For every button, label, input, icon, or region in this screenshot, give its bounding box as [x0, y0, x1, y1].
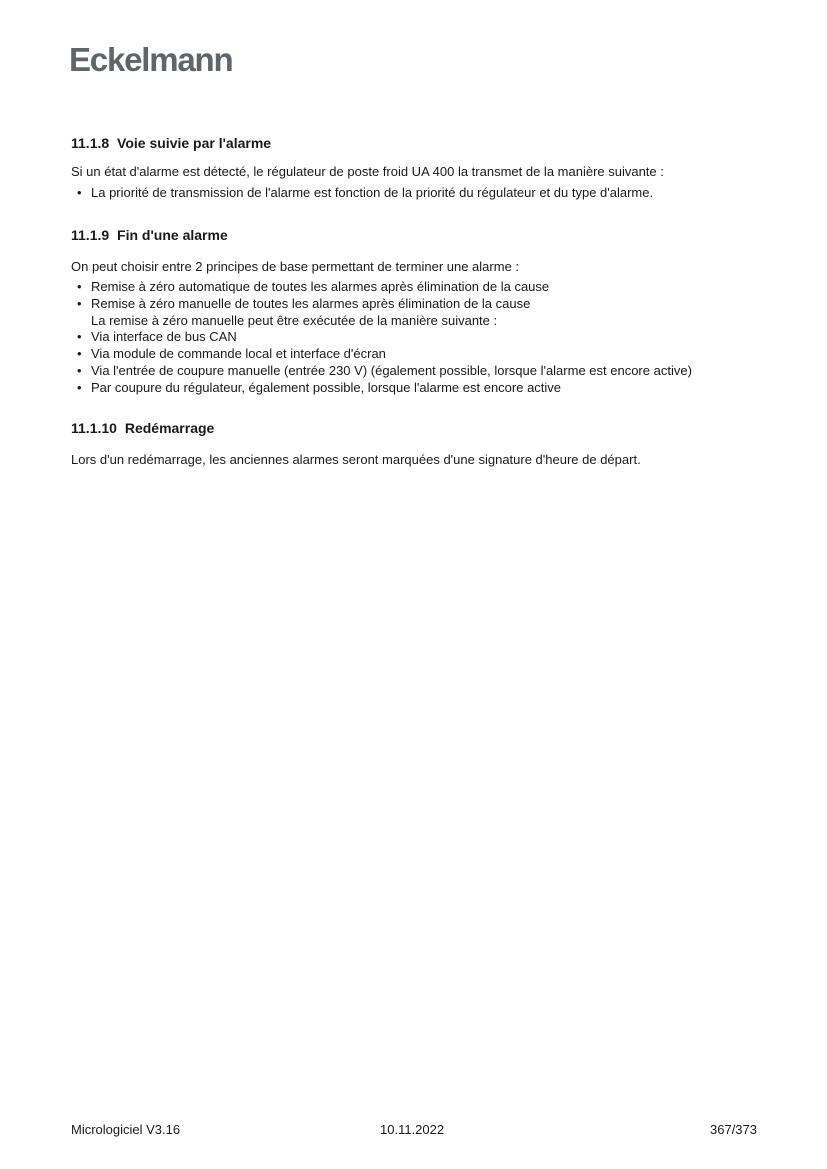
- section-alarm-end-body: [71, 258, 761, 275]
- section-restart-body: [71, 451, 761, 468]
- company-logo: Eckelmann: [69, 41, 233, 78]
- paragraph: Lors d'un redémarrage, les anciennes alarmes seront marquées d'une signature d'heure de départ.: [71, 452, 641, 467]
- list-item: • Par coupure du régulateur, également possible, lorsque l'alarme est encore active: [77, 379, 562, 395]
- footer-firmware-version: Micrologiciel V3.16: [71, 1122, 181, 1137]
- paragraph: Si un état d'alarme est détecté, le régulateur de poste froid UA 400 la transmet de la manière suivante :: [71, 164, 664, 179]
- page-footer: [71, 1121, 757, 1139]
- section-alarm-end-list: [71, 279, 761, 397]
- section-title: Voie suivie par l'alarme: [117, 135, 272, 151]
- footer-page-number: 367/373: [710, 1122, 757, 1137]
- section-heading: [71, 226, 761, 244]
- bullet-list: [71, 279, 761, 397]
- bullet-list: [71, 185, 761, 202]
- list-item: • Via module de commande local et interface d'écran: [77, 346, 386, 362]
- section-heading: [71, 134, 761, 152]
- list-item: • La priorité de transmission de l'alarme est fonction de la priorité du régulateur et du type d'alarme.: [77, 185, 654, 200]
- list-item: • Remise à zéro manuelle de toutes les alarmes après élimination de la cause: [77, 295, 531, 311]
- section-number: 11.1.9: [71, 227, 110, 243]
- section-restart: [71, 419, 761, 437]
- paragraph: On peut choisir entre 2 principes de base permettant de terminer une alarme :: [71, 259, 520, 274]
- section-alarm-path-list: [71, 185, 761, 202]
- footer-date: 10.11.2022: [380, 1122, 445, 1137]
- section-alarm-end: [71, 226, 761, 244]
- list-item: • Via l'entrée de coupure manuelle (entrée 230 V) (également possible, lorsque l'alarme est encore active): [77, 362, 692, 378]
- section-number: 11.1.8: [71, 135, 110, 151]
- list-item: • Via interface de bus CAN: [77, 329, 237, 345]
- section-alarm-path-body: [71, 163, 761, 180]
- list-item: • Remise à zéro automatique de toutes les alarmes après élimination de la cause: [77, 279, 550, 294]
- section-alarm-path: [71, 134, 761, 152]
- section-title: Redémarrage: [124, 420, 215, 436]
- section-title: Fin d'une alarme: [117, 227, 228, 243]
- section-number: 11.1.10: [71, 420, 117, 436]
- section-heading: [71, 419, 761, 437]
- list-item-note: La remise à zéro manuelle peut être exécutée de la manière suivante :: [91, 312, 498, 328]
